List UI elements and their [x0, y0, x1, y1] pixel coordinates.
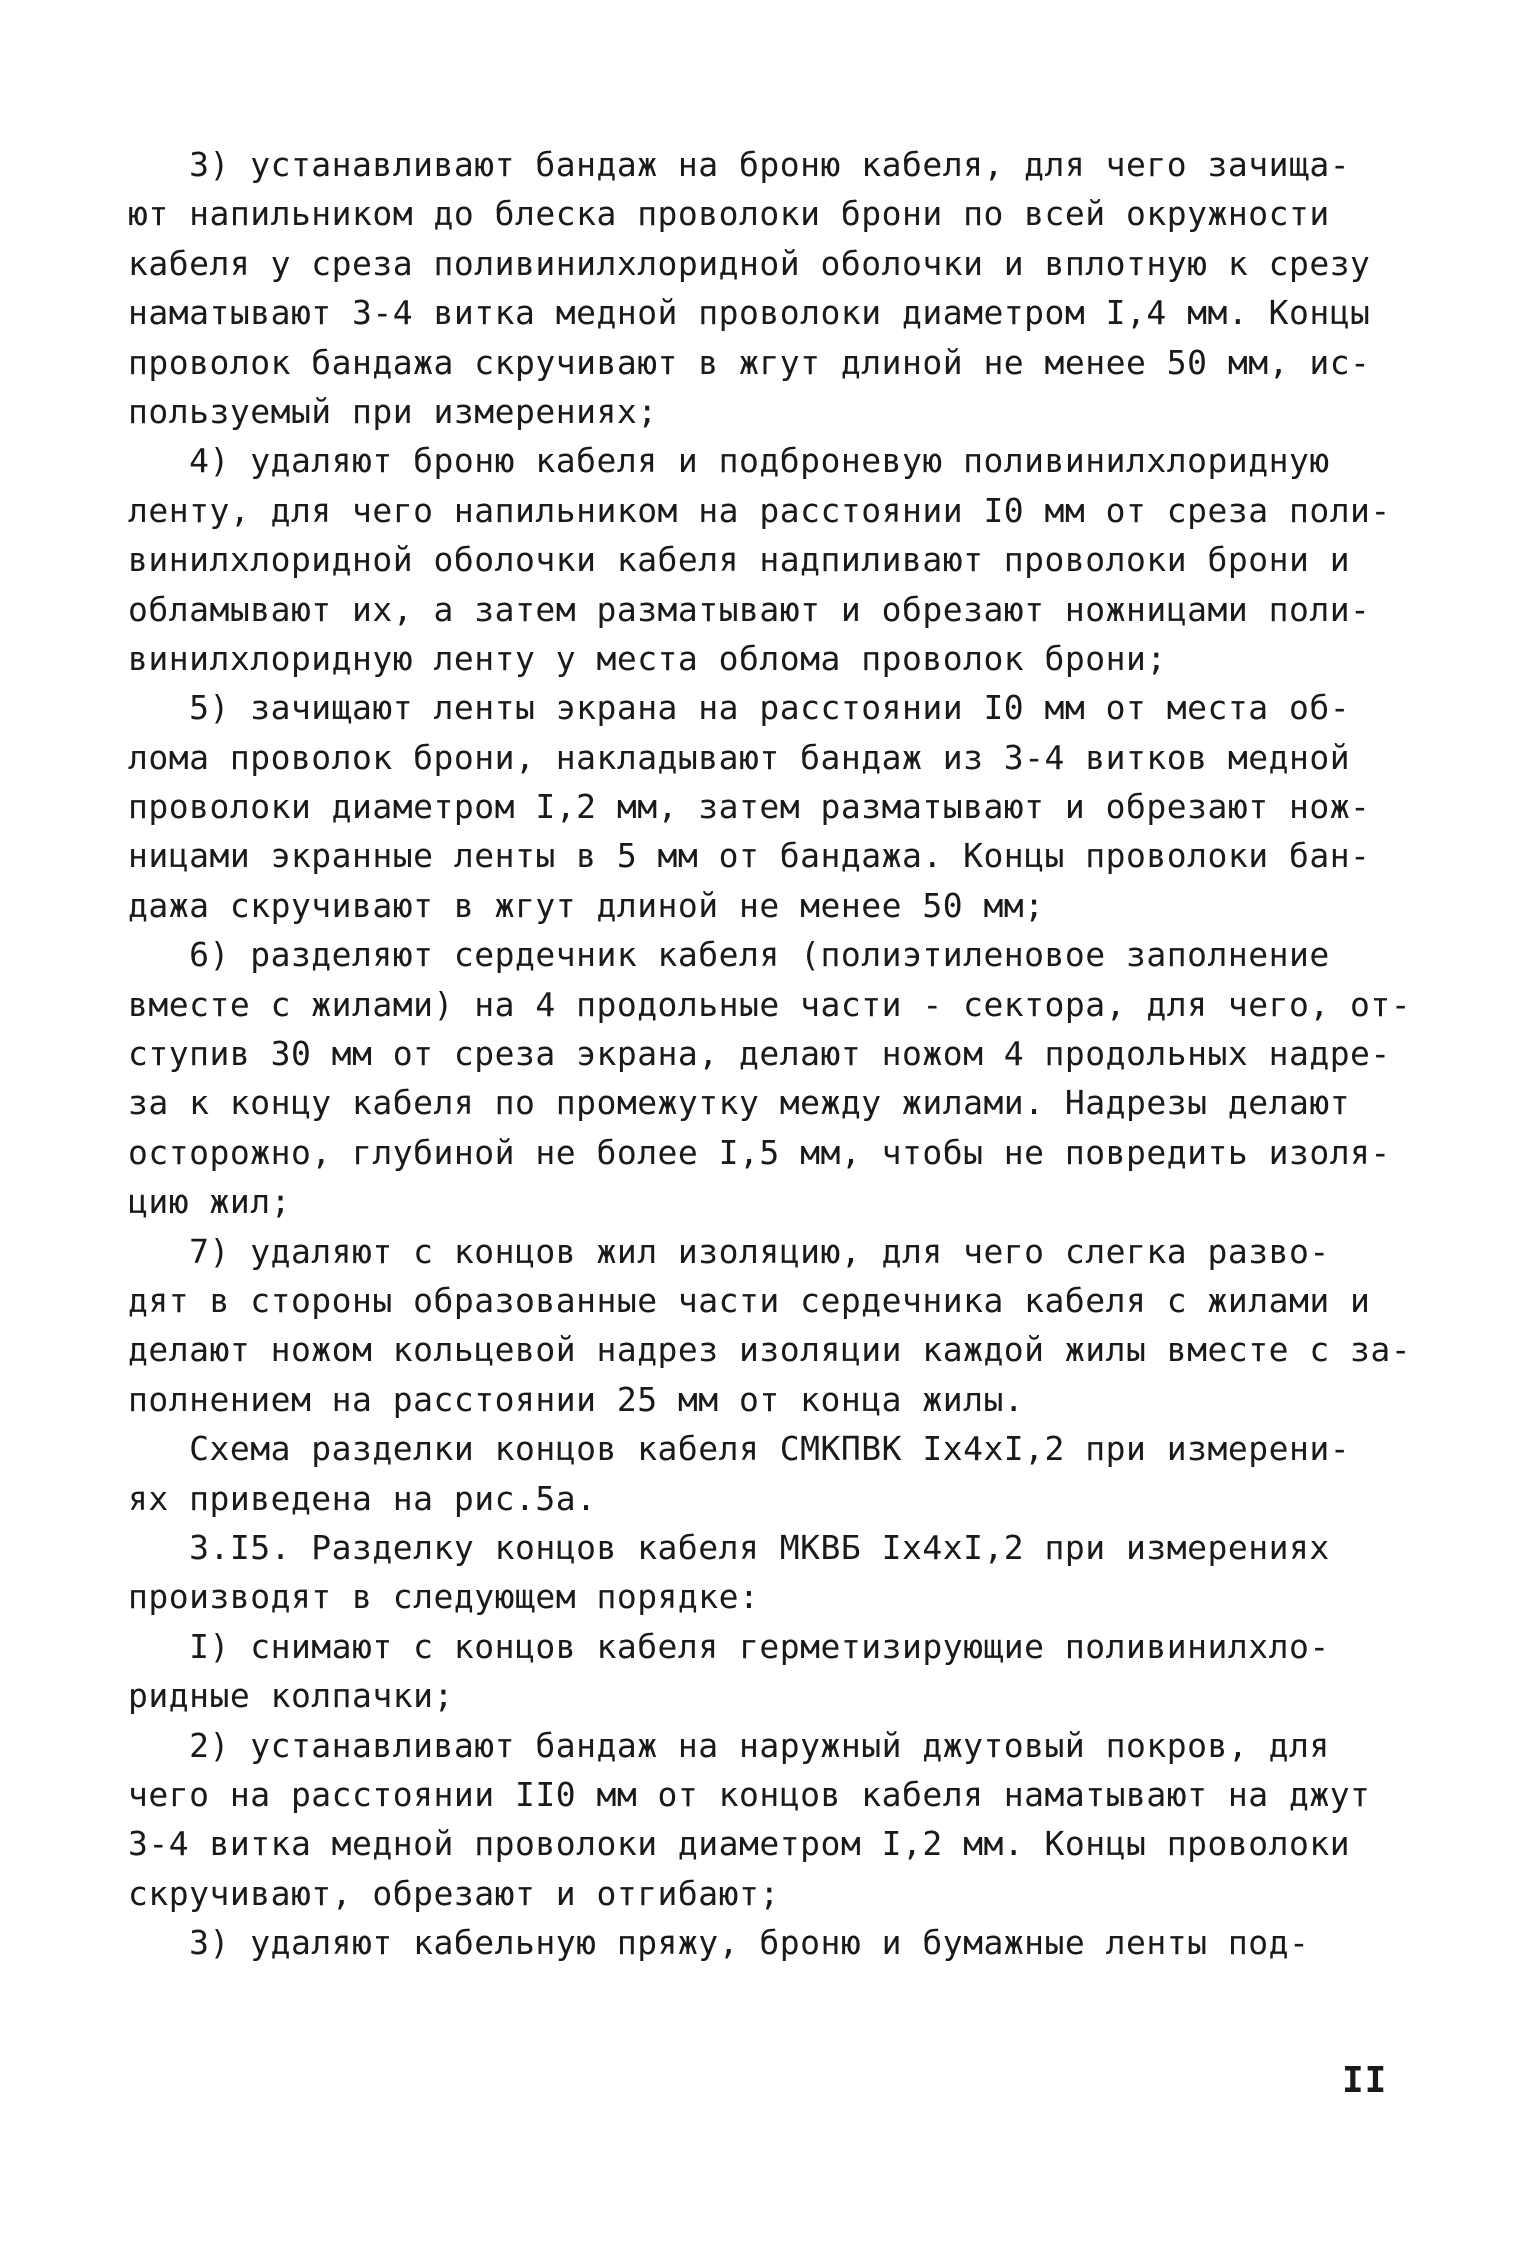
text-line: 3) удаляют кабельную пряжу, броню и бумажные ленты под- [128, 1923, 1310, 1963]
text-line: осторожно, глубиной не более I,5 мм, чтобы не повредить изоля- [128, 1132, 1391, 1172]
text-line: ступив 30 мм от среза экрана, делают ножом 4 продольных надре- [128, 1034, 1391, 1074]
text-line: 6) разделяют сердечник кабеля (полиэтиленовое заполнение [128, 935, 1330, 975]
text-line: дят в стороны образованные части сердечника кабеля с жилами и [128, 1280, 1371, 1320]
text-line: ют напильником до блеска проволоки брони по всей окружности [128, 194, 1330, 234]
text-line: ленту, для чего напильником на расстоянии I0 мм от среза поли- [128, 490, 1391, 530]
body-text [128, 140, 1418, 1967]
text-line: наматывают 3-4 витка медной проволоки диаметром I,4 мм. Концы [128, 293, 1371, 333]
text-line: пользуемый при измерениях; [128, 391, 658, 431]
text-line: лома проволок брони, накладывают бандаж из 3-4 витков медной [128, 737, 1351, 777]
text-line: 5) зачищают ленты экрана на расстоянии I0 мм от места об- [128, 688, 1351, 728]
text-line: ях приведена на рис.5а. [128, 1478, 597, 1518]
text-line: за к концу кабеля по промежутку между жилами. Надрезы делают [128, 1083, 1351, 1123]
text-line: Схема разделки концов кабеля СМКПВК Iх4хI,2 при измерени- [128, 1429, 1351, 1469]
text-line: полнением на расстоянии 25 мм от конца жилы. [128, 1379, 1025, 1419]
text-line: производят в следующем порядке: [128, 1577, 760, 1617]
text-line: 3-4 витка медной проволоки диаметром I,2 мм. Концы проволоки [128, 1824, 1351, 1864]
text-line: чего на расстоянии II0 мм от концов кабеля наматывают на джут [128, 1774, 1371, 1814]
text-line: 7) удаляют с концов жил изоляцию, для чего слегка разво- [128, 1231, 1330, 1271]
text-line: 3) устанавливают бандаж на броню кабеля, для чего зачища- [128, 145, 1351, 184]
text-line: делают ножом кольцевой надрез изоляции каждой жилы вместе с за- [128, 1330, 1412, 1370]
text-line: ридные колпачки; [128, 1676, 454, 1716]
text-line: винилхлоридной оболочки кабеля надпиливают проволоки брони и [128, 540, 1351, 580]
text-line: дажа скручивают в жгут длиной не менее 50 мм; [128, 885, 1045, 925]
text-line: проволоки диаметром I,2 мм, затем разматывают и обрезают нож- [128, 787, 1371, 827]
text-line: скручивают, обрезают и отгибают; [128, 1873, 780, 1913]
text-line: 3.I5. Разделку концов кабеля МКВБ Iх4хI,2 при измерениях [128, 1527, 1330, 1567]
text-line: 4) удаляют броню кабеля и подброневую поливинилхлоридную [128, 441, 1330, 481]
text-line: обламывают их, а затем разматывают и обрезают ножницами поли- [128, 589, 1371, 629]
text-line: цию жил; [128, 1182, 291, 1222]
text-line: вместе с жилами) на 4 продольные части - сектора, для чего, от- [128, 984, 1412, 1024]
text-line: проволок бандажа скручивают в жгут длиной не менее 50 мм, ис- [128, 342, 1371, 382]
text-line: I) снимают с концов кабеля герметизирующие поливинилхло- [128, 1626, 1330, 1666]
text-line: 2) устанавливают бандаж на наружный джутовый покров, для [128, 1725, 1330, 1765]
text-line: кабеля у среза поливинилхлоридной оболочки и вплотную к срезу [128, 243, 1371, 283]
page-number: II [1342, 2060, 1388, 2101]
text-line: ницами экранные ленты в 5 мм от бандажа. Концы проволоки бан- [128, 836, 1371, 876]
text-line: винилхлоридную ленту у места облома проволок брони; [128, 638, 1167, 678]
